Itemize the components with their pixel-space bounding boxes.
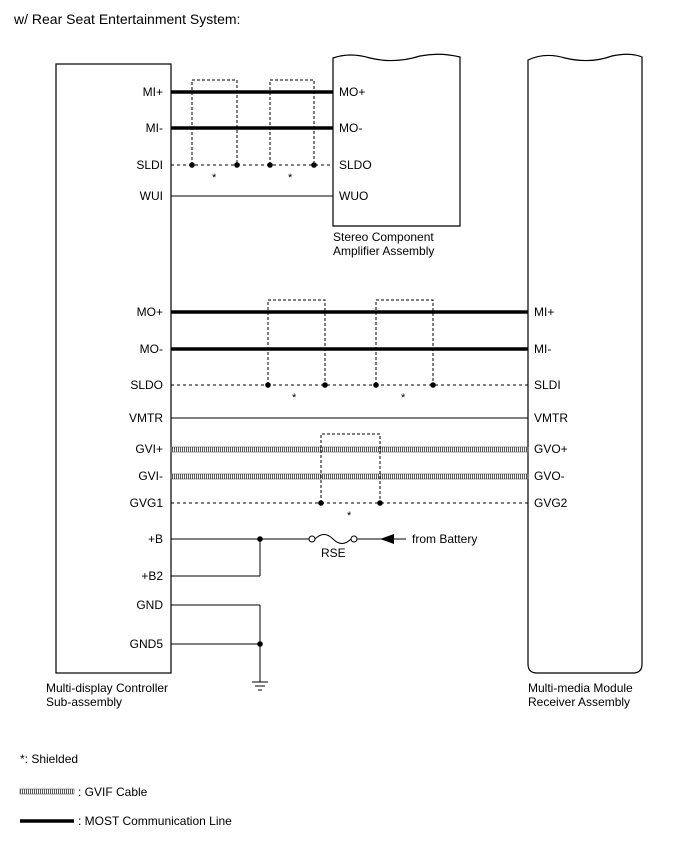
pin-ctrl-mo-plus: MO+ (136, 305, 163, 319)
pin-ctrl-sldo: SLDO (130, 378, 163, 392)
shield-mark-2: * (288, 172, 293, 184)
pin-ctrl-gvi-plus: GVI+ (135, 442, 163, 456)
shield-mark-1: * (212, 172, 217, 184)
pin-amp-mo-plus: MO+ (339, 85, 366, 99)
pin-rcv-gvo-minus: GVO- (534, 469, 565, 483)
pin-ctrl-wui: WUI (139, 189, 163, 203)
receiver-box (528, 54, 642, 673)
pin-rcv-mi-plus: MI+ (534, 305, 555, 319)
pin-amp-sldo: SLDO (339, 158, 372, 172)
shield-5 (321, 434, 380, 503)
pin-rcv-sldi: SLDI (534, 378, 561, 392)
pin-ctrl-gnd5: GND5 (129, 637, 163, 651)
shield-mark-3: * (292, 392, 297, 404)
battery-arrow-icon (380, 534, 394, 544)
pin-ctrl-sldi: SLDI (136, 158, 163, 172)
pin-ctrl-b: +B (147, 532, 163, 546)
legend-gvif-swatch (20, 789, 74, 794)
pin-ctrl-mo-minus: MO- (139, 342, 163, 356)
legend-gvif-label: : GVIF Cable (78, 785, 148, 799)
receiver-name-2: Receiver Assembly (528, 695, 631, 709)
legend-most-label: : MOST Communication Line (78, 814, 232, 828)
controller-name-1: Multi-display Controller (46, 681, 169, 695)
shield-mark-4: * (401, 392, 406, 404)
pin-rcv-gvo-plus: GVO+ (534, 442, 568, 456)
fuse-label: RSE (321, 546, 346, 560)
battery-label: from Battery (412, 532, 478, 546)
fuse-rse (309, 535, 357, 544)
receiver-name-1: Multi-media Module (528, 681, 633, 695)
amplifier-name-2: Amplifier Assembly (333, 244, 435, 258)
diagram-title: w/ Rear Seat Entertainment System: (14, 11, 241, 27)
pin-ctrl-gvg1: GVG1 (129, 496, 163, 510)
pin-ctrl-vmtr: VMTR (129, 411, 163, 425)
pin-rcv-vmtr: VMTR (534, 411, 568, 425)
wire-gvi-minus (171, 474, 528, 479)
wire-gvi-plus (171, 447, 528, 452)
controller-name-2: Sub-assembly (46, 695, 123, 709)
ground-icon (252, 682, 268, 690)
pin-rcv-mi-minus: MI- (534, 342, 552, 356)
legend-shielded: *: Shielded (20, 752, 79, 766)
pin-amp-mo-minus: MO- (339, 121, 363, 135)
pin-ctrl-b2: +B2 (141, 569, 163, 583)
pin-ctrl-mi-minus: MI- (145, 121, 163, 135)
shield-mark-5: * (347, 510, 352, 522)
pin-ctrl-gnd: GND (136, 598, 163, 612)
pin-ctrl-gvi-minus: GVI- (138, 469, 163, 483)
amplifier-name-1: Stereo Component (333, 230, 434, 244)
pin-rcv-gvg2: GVG2 (534, 496, 568, 510)
pin-amp-wuo: WUO (339, 189, 369, 203)
pin-ctrl-mi-plus: MI+ (142, 85, 163, 99)
